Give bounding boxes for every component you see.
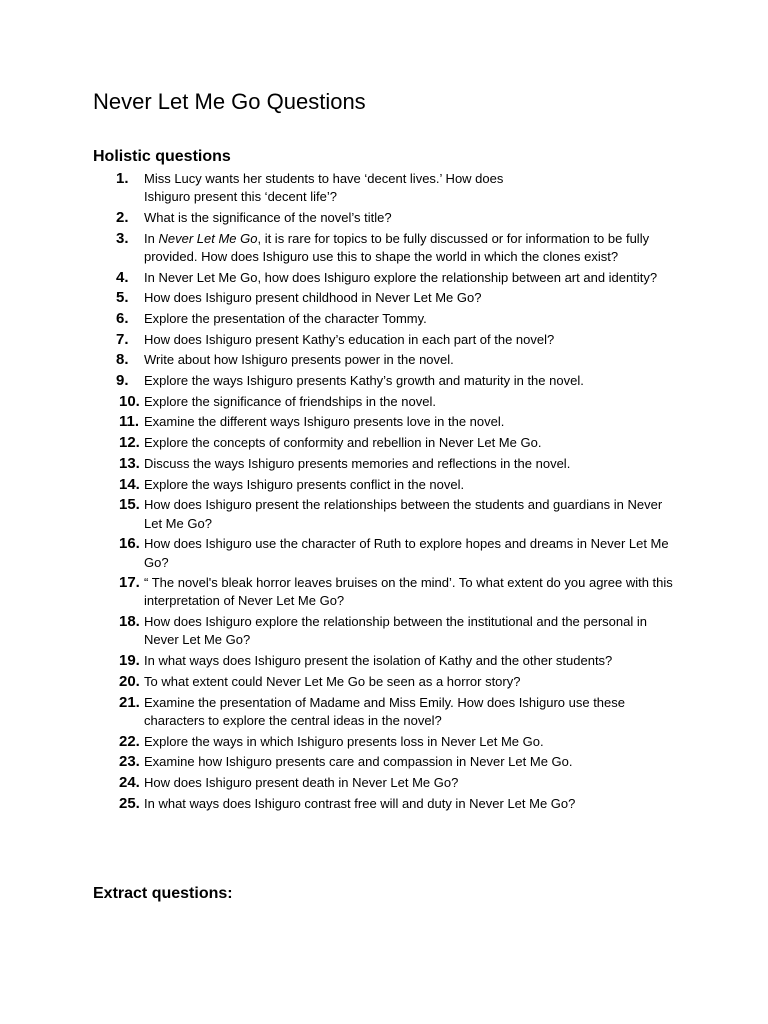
page-title: Never Let Me Go Questions	[93, 89, 366, 114]
item-number: 17.	[119, 574, 140, 592]
item-number: 21.	[119, 693, 140, 711]
item-number: 18.	[119, 613, 140, 631]
list-item	[0, 351, 768, 369]
list-item	[0, 455, 768, 473]
item-number: 20.	[119, 672, 140, 690]
question-text: How does Ishiguro present death in Never Let Me Go?	[144, 774, 459, 790]
list-item	[0, 535, 768, 572]
item-number: 23.	[119, 753, 140, 771]
question-text: Miss Lucy wants her students to have ‘decent lives.’ How does Ishiguro present this ‘decent life’?	[144, 171, 504, 205]
list-item	[0, 574, 768, 611]
list-item	[0, 694, 768, 731]
question-text: In what ways does Ishiguro contrast free will and duty in Never Let Me Go?	[144, 795, 576, 811]
list-item	[0, 613, 768, 650]
item-number: 22.	[119, 732, 140, 750]
question-text: In Never Let Me Go, how does Ishiguro explore the relationship between art and identity?	[144, 269, 658, 285]
list-item	[0, 413, 768, 431]
question-text: How does Ishiguro present Kathy’s education in each part of the novel?	[144, 331, 555, 347]
list-item	[0, 795, 768, 813]
holistic-heading: Holistic questions	[93, 148, 231, 165]
list-item	[0, 372, 768, 390]
list-item	[0, 331, 768, 349]
question-text: What is the significance of the novel’s title?	[144, 209, 392, 225]
item-number: 4.	[116, 268, 129, 286]
item-number: 13.	[119, 454, 140, 472]
list-item	[0, 753, 768, 771]
list-item	[0, 774, 768, 792]
extract-heading: Extract questions:	[93, 885, 233, 902]
list-item	[0, 652, 768, 670]
question-text: How does Ishiguro present the relationships between the students and guardians in Never Let Me Go?	[144, 497, 663, 531]
question-text: In what ways does Ishiguro present the isolation of Kathy and the other students?	[144, 653, 613, 669]
item-number: 8.	[116, 351, 129, 369]
item-number: 2.	[116, 208, 129, 226]
question-text: How does Ishiguro present childhood in Never Let Me Go?	[144, 290, 482, 306]
list-item	[0, 476, 768, 494]
question-text: To what extent could Never Let Me Go be seen as a horror story?	[144, 673, 521, 689]
list-item	[0, 434, 768, 452]
question-text: Examine how Ishiguro presents care and compassion in Never Let Me Go.	[144, 754, 573, 770]
question-text: Examine the different ways Ishiguro presents love in the novel.	[144, 414, 505, 430]
item-number: 6.	[116, 310, 129, 328]
item-number: 24.	[119, 773, 140, 791]
item-number: 9.	[116, 372, 129, 390]
question-text: Explore the presentation of the character Tommy.	[144, 311, 427, 327]
list-item	[0, 393, 768, 411]
item-number: 7.	[116, 330, 129, 348]
item-number: 11.	[119, 413, 140, 431]
question-text: Explore the ways Ishiguro presents conflict in the novel.	[144, 476, 465, 492]
item-number: 1.	[116, 170, 129, 187]
item-number: 3.	[116, 229, 129, 247]
item-number: 15.	[119, 496, 140, 514]
question-text: How does Ishiguro explore the relationship between the institutional and the personal in Never Let Me Go?	[144, 614, 647, 648]
list-item	[0, 310, 768, 328]
question-text: Examine the presentation of Madame and Miss Emily. How does Ishiguro use these characters to explore the central ideas in the novel?	[144, 694, 625, 728]
item-number: 16.	[119, 535, 140, 553]
question-text: Discuss the ways Ishiguro presents memories and reflections in the novel.	[144, 455, 571, 471]
list-item	[0, 230, 768, 267]
list-item	[0, 209, 768, 227]
question-text: Explore the concepts of conformity and rebellion in Never Let Me Go.	[144, 435, 542, 451]
book-title-italic: Never Let Me Go	[158, 230, 258, 246]
list-item	[0, 673, 768, 691]
list-item	[0, 289, 768, 307]
list-item	[0, 170, 768, 207]
item-number: 25.	[119, 794, 140, 812]
list-item	[0, 496, 768, 533]
item-number: 5.	[116, 289, 129, 307]
question-text: In Never Let Me Go, it is rare for topics to be fully discussed or for information to be fully provided. How does Ishiguro use this to shape the world in which the clones exist?	[144, 230, 650, 264]
question-text: Explore the significance of friendships in the novel.	[144, 393, 436, 409]
list-item	[0, 733, 768, 751]
item-number: 12.	[119, 434, 140, 452]
item-number: 19.	[119, 652, 140, 670]
question-text: Explore the ways in which Ishiguro presents loss in Never Let Me Go.	[144, 733, 544, 749]
item-number: 10.	[119, 392, 140, 410]
question-text: “ The novel's bleak horror leaves bruises on the mind’. To what extent do you agree with this interpretation of Never Let Me Go?	[144, 575, 673, 609]
question-text: Explore the ways Ishiguro presents Kathy’s growth and maturity in the novel.	[144, 373, 584, 389]
list-item	[0, 269, 768, 287]
question-text: How does Ishiguro use the character of Ruth to explore hopes and dreams in Never Let Me Go?	[144, 536, 669, 570]
item-number: 14.	[119, 475, 140, 493]
question-list	[0, 170, 768, 815]
question-text: Write about how Ishiguro presents power in the novel.	[144, 352, 454, 368]
